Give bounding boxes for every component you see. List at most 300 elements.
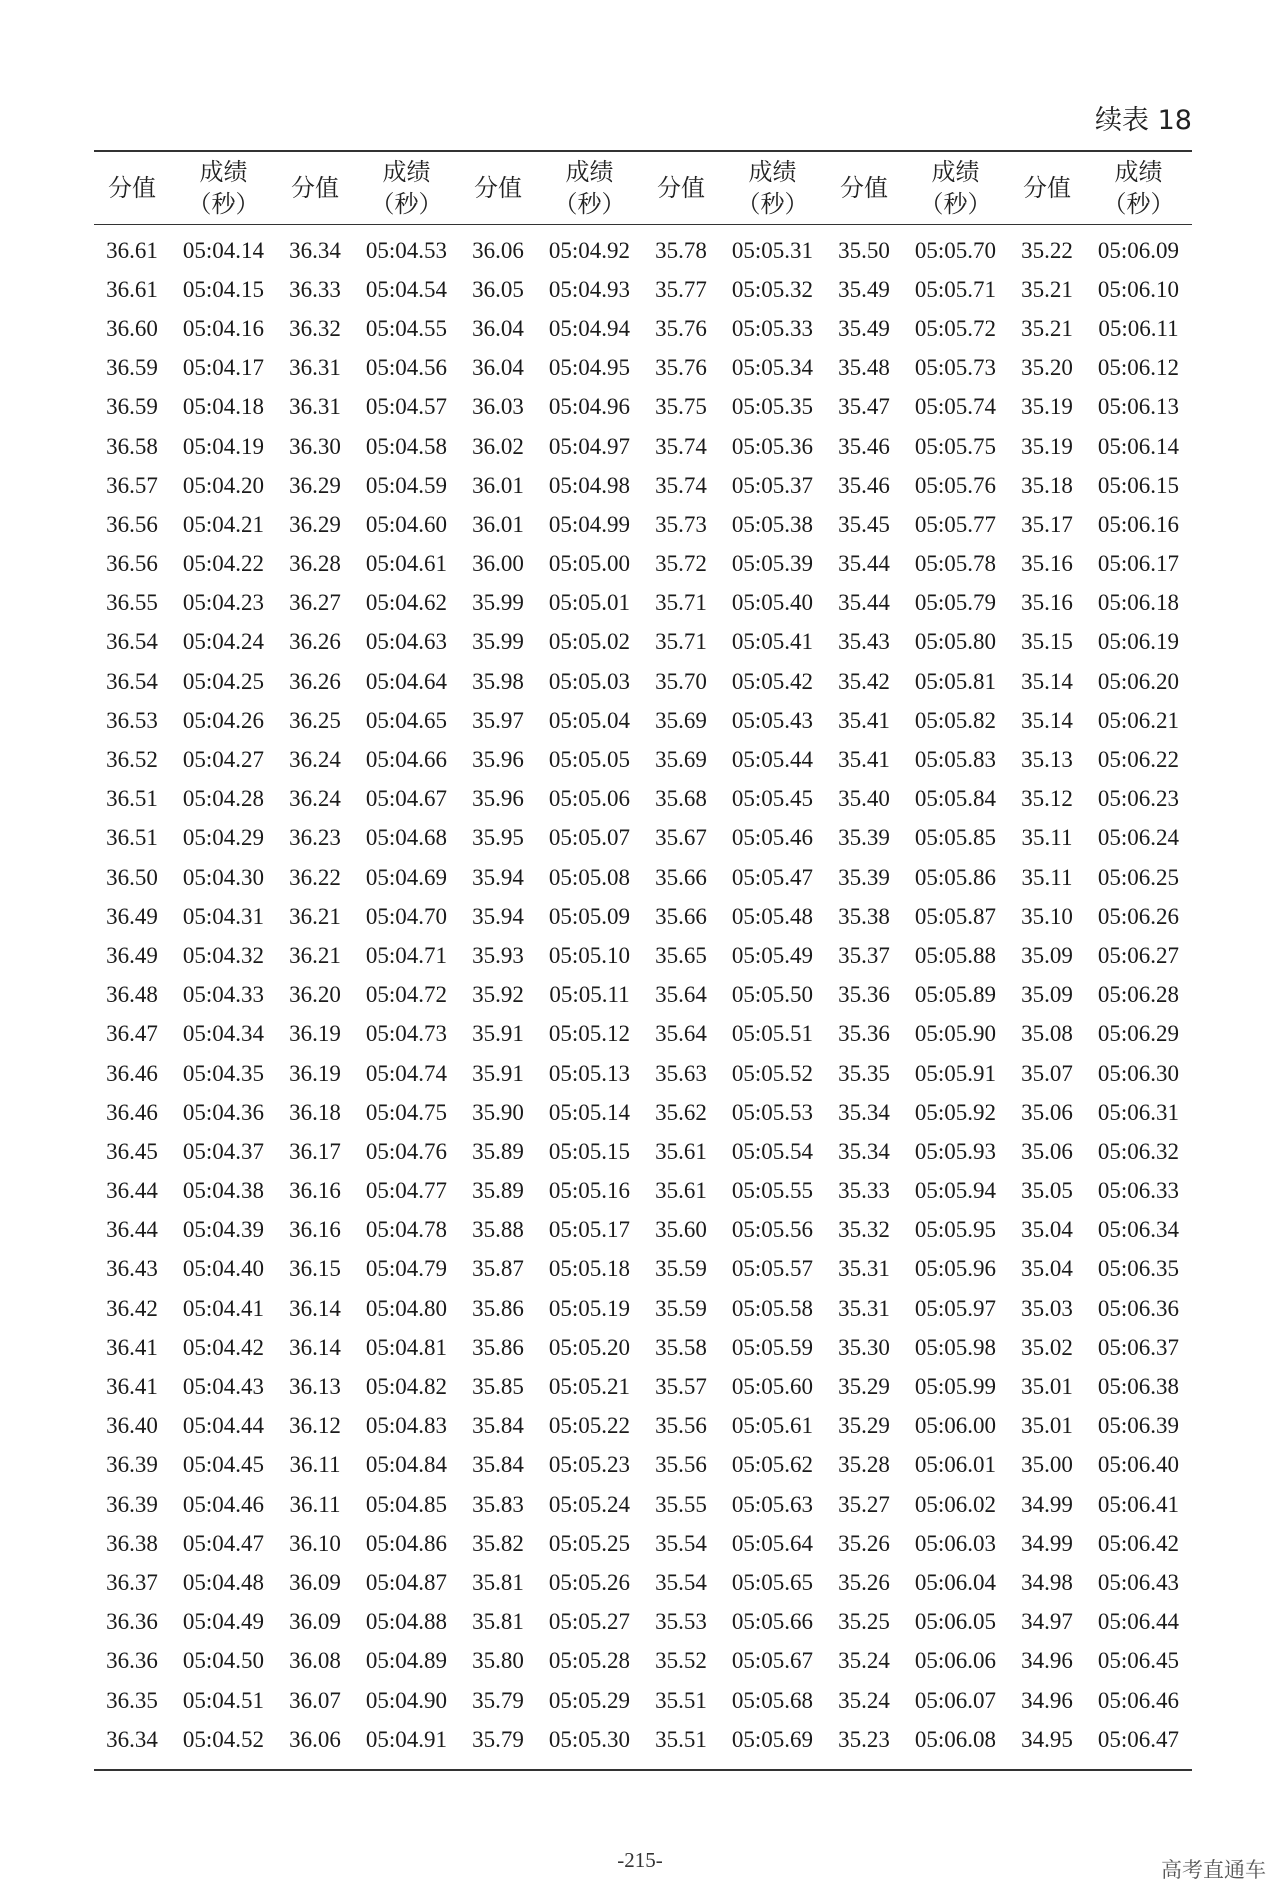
score-cell: 35.56 xyxy=(655,1413,707,1439)
result-cell: 05:06.46 xyxy=(1097,1687,1180,1713)
score-cell: 36.44 xyxy=(106,1217,158,1243)
result-cell: 05:05.01 xyxy=(548,590,631,616)
result-cell: 05:06.42 xyxy=(1097,1530,1180,1556)
score-cell: 36.55 xyxy=(106,590,158,616)
result-cell: 05:04.98 xyxy=(548,472,631,498)
result-cell: 05:05.09 xyxy=(548,903,631,929)
result-cell: 05:05.56 xyxy=(731,1217,814,1243)
score-cell: 35.68 xyxy=(655,786,707,812)
score-cell: 35.81 xyxy=(472,1569,524,1595)
score-cell: 36.11 xyxy=(289,1491,341,1517)
header-result-unit: （秒） xyxy=(553,190,626,218)
result-cell: 05:04.92 xyxy=(548,237,631,263)
result-cell: 05:05.93 xyxy=(914,1138,997,1164)
score-cell: 36.16 xyxy=(289,1217,341,1243)
result-cell: 05:04.84 xyxy=(365,1452,448,1478)
result-cell: 05:05.35 xyxy=(731,394,814,420)
result-cell: 05:04.53 xyxy=(365,237,448,263)
result-cell: 05:04.79 xyxy=(365,1256,448,1282)
result-cell: 05:05.29 xyxy=(548,1687,631,1713)
table-row xyxy=(94,1132,1192,1171)
result-cell: 05:06.35 xyxy=(1097,1256,1180,1282)
result-cell: 05:05.38 xyxy=(731,511,814,537)
result-cell: 05:04.87 xyxy=(365,1569,448,1595)
result-cell: 05:04.35 xyxy=(182,1060,265,1086)
result-cell: 05:05.17 xyxy=(548,1217,631,1243)
table-row xyxy=(94,701,1192,740)
table-row xyxy=(94,584,1192,623)
result-cell: 05:05.97 xyxy=(914,1295,997,1321)
result-cell: 05:06.15 xyxy=(1097,472,1180,498)
result-cell: 05:05.77 xyxy=(914,511,997,537)
table-row xyxy=(94,225,1192,271)
result-cell: 05:04.25 xyxy=(182,668,265,694)
table-row xyxy=(94,1563,1192,1602)
result-cell: 05:04.81 xyxy=(365,1334,448,1360)
score-cell: 35.64 xyxy=(655,982,707,1008)
result-cell: 05:05.20 xyxy=(548,1334,631,1360)
result-cell: 05:04.33 xyxy=(182,982,265,1008)
score-cell: 36.06 xyxy=(472,237,524,263)
result-cell: 05:04.23 xyxy=(182,590,265,616)
result-cell: 05:05.87 xyxy=(914,903,997,929)
result-cell: 05:05.72 xyxy=(914,315,997,341)
result-cell: 05:04.99 xyxy=(548,511,631,537)
result-cell: 05:05.58 xyxy=(731,1295,814,1321)
score-cell: 34.99 xyxy=(1021,1530,1073,1556)
result-cell: 05:05.82 xyxy=(914,707,997,733)
score-cell: 35.90 xyxy=(472,1099,524,1125)
result-cell: 05:05.14 xyxy=(548,1099,631,1125)
result-cell: 05:04.19 xyxy=(182,433,265,459)
result-cell: 05:06.10 xyxy=(1097,276,1180,302)
header-result-label: 成绩 xyxy=(1114,158,1163,186)
table-row xyxy=(94,1485,1192,1524)
score-cell: 35.41 xyxy=(838,707,890,733)
table-row xyxy=(94,1603,1192,1642)
header-result-unit: （秒） xyxy=(736,190,809,218)
header-score: 分值 xyxy=(826,152,902,225)
result-cell: 05:06.21 xyxy=(1097,707,1180,733)
result-cell: 05:04.85 xyxy=(365,1491,448,1517)
result-cell: 05:06.20 xyxy=(1097,668,1180,694)
score-cell: 35.01 xyxy=(1021,1374,1073,1400)
score-cell: 35.73 xyxy=(655,511,707,537)
result-cell: 05:06.23 xyxy=(1097,786,1180,812)
result-cell: 05:04.96 xyxy=(548,394,631,420)
result-cell: 05:05.95 xyxy=(914,1217,997,1243)
result-cell: 05:04.32 xyxy=(182,942,265,968)
score-cell: 35.96 xyxy=(472,786,524,812)
score-cell: 34.96 xyxy=(1021,1648,1073,1674)
result-cell: 05:04.74 xyxy=(365,1060,448,1086)
score-cell: 36.03 xyxy=(472,394,524,420)
score-cell: 35.06 xyxy=(1021,1138,1073,1164)
score-cell: 36.49 xyxy=(106,903,158,929)
result-cell: 05:05.44 xyxy=(731,747,814,773)
score-cell: 36.04 xyxy=(472,355,524,381)
result-cell: 05:04.31 xyxy=(182,903,265,929)
score-cell: 36.27 xyxy=(289,590,341,616)
result-cell: 05:04.97 xyxy=(548,433,631,459)
result-cell: 05:05.32 xyxy=(731,276,814,302)
score-cell: 35.60 xyxy=(655,1217,707,1243)
result-cell: 05:04.73 xyxy=(365,1021,448,1047)
score-cell: 36.41 xyxy=(106,1334,158,1360)
result-cell: 05:06.11 xyxy=(1098,315,1179,341)
score-cell: 35.44 xyxy=(838,551,890,577)
score-cell: 35.11 xyxy=(1021,864,1073,890)
result-cell: 05:05.88 xyxy=(914,942,997,968)
table-row xyxy=(94,1642,1192,1681)
result-cell: 05:04.68 xyxy=(365,825,448,851)
result-cell: 05:05.16 xyxy=(548,1178,631,1204)
result-cell: 05:05.13 xyxy=(548,1060,631,1086)
score-cell: 36.56 xyxy=(106,551,158,577)
table-row xyxy=(94,1524,1192,1563)
score-cell: 35.77 xyxy=(655,276,707,302)
result-cell: 05:05.36 xyxy=(731,433,814,459)
result-cell: 05:04.15 xyxy=(182,276,265,302)
result-cell: 05:06.44 xyxy=(1097,1609,1180,1635)
score-cell: 35.91 xyxy=(472,1060,524,1086)
result-cell: 05:05.81 xyxy=(914,668,997,694)
score-cell: 35.34 xyxy=(838,1138,890,1164)
result-cell: 05:05.48 xyxy=(731,903,814,929)
score-cell: 35.36 xyxy=(838,982,890,1008)
score-cell: 35.08 xyxy=(1021,1021,1073,1047)
result-cell: 05:04.47 xyxy=(182,1530,265,1556)
table-row xyxy=(94,936,1192,975)
result-cell: 05:04.65 xyxy=(365,707,448,733)
score-cell: 35.86 xyxy=(472,1295,524,1321)
table-row xyxy=(94,466,1192,505)
score-cell: 36.24 xyxy=(289,747,341,773)
result-cell: 05:05.06 xyxy=(548,786,631,812)
result-cell: 05:05.66 xyxy=(731,1609,814,1635)
result-cell: 05:04.43 xyxy=(182,1374,265,1400)
header-result xyxy=(536,152,643,225)
result-cell: 05:05.59 xyxy=(731,1334,814,1360)
score-cell: 35.16 xyxy=(1021,551,1073,577)
score-cell: 36.35 xyxy=(106,1687,158,1713)
header-score: 分值 xyxy=(460,152,536,225)
result-cell: 05:05.55 xyxy=(731,1178,814,1204)
result-cell: 05:05.73 xyxy=(914,355,997,381)
result-cell: 05:06.01 xyxy=(914,1452,997,1478)
result-cell: 05:05.64 xyxy=(731,1530,814,1556)
table-caption: 续表 18 xyxy=(1095,105,1192,136)
table-body xyxy=(94,225,1192,1770)
score-cell: 36.05 xyxy=(472,276,524,302)
score-cell: 35.58 xyxy=(655,1334,707,1360)
score-cell: 35.92 xyxy=(472,982,524,1008)
result-cell: 05:04.83 xyxy=(365,1413,448,1439)
table-row xyxy=(94,780,1192,819)
result-cell: 05:05.18 xyxy=(548,1256,631,1282)
score-cell: 35.54 xyxy=(655,1530,707,1556)
score-cell: 36.21 xyxy=(289,942,341,968)
result-cell: 05:05.86 xyxy=(914,864,997,890)
result-cell: 05:04.18 xyxy=(182,394,265,420)
score-cell: 36.01 xyxy=(472,511,524,537)
result-cell: 05:05.96 xyxy=(914,1256,997,1282)
score-cell: 35.14 xyxy=(1021,707,1073,733)
score-cell: 35.63 xyxy=(655,1060,707,1086)
score-cell: 36.30 xyxy=(289,433,341,459)
score-cell: 36.39 xyxy=(106,1491,158,1517)
result-cell: 05:06.18 xyxy=(1097,590,1180,616)
header-score: 分值 xyxy=(643,152,719,225)
score-cell: 35.50 xyxy=(838,237,890,263)
result-cell: 05:04.71 xyxy=(365,942,448,968)
score-cell: 35.19 xyxy=(1021,394,1073,420)
score-cell: 35.89 xyxy=(472,1138,524,1164)
result-cell: 05:04.36 xyxy=(182,1099,265,1125)
result-cell: 05:05.31 xyxy=(731,237,814,263)
score-cell: 36.19 xyxy=(289,1060,341,1086)
score-cell: 35.49 xyxy=(838,276,890,302)
score-cell: 36.20 xyxy=(289,982,341,1008)
score-cell: 34.99 xyxy=(1021,1491,1073,1517)
score-cell: 35.80 xyxy=(472,1648,524,1674)
table-row xyxy=(94,270,1192,309)
result-cell: 05:06.02 xyxy=(914,1491,997,1517)
score-cell: 35.82 xyxy=(472,1530,524,1556)
result-cell: 05:05.21 xyxy=(548,1374,631,1400)
result-cell: 05:05.00 xyxy=(548,551,631,577)
score-cell: 35.32 xyxy=(838,1217,890,1243)
score-cell: 35.69 xyxy=(655,747,707,773)
result-cell: 05:05.62 xyxy=(731,1452,814,1478)
result-cell: 05:04.14 xyxy=(182,237,265,263)
score-cell: 36.60 xyxy=(106,315,158,341)
score-cell: 35.30 xyxy=(838,1334,890,1360)
result-cell: 05:05.23 xyxy=(548,1452,631,1478)
score-cell: 35.23 xyxy=(838,1726,890,1752)
result-cell: 05:04.26 xyxy=(182,707,265,733)
result-cell: 05:05.25 xyxy=(548,1530,631,1556)
table-row xyxy=(94,1093,1192,1132)
result-cell: 05:05.10 xyxy=(548,942,631,968)
score-cell: 35.24 xyxy=(838,1687,890,1713)
result-cell: 05:04.88 xyxy=(365,1609,448,1635)
result-cell: 05:06.12 xyxy=(1097,355,1180,381)
page-number: -215- xyxy=(617,1848,663,1872)
score-cell: 36.39 xyxy=(106,1452,158,1478)
header-result-label: 成绩 xyxy=(931,158,980,186)
score-cell: 36.19 xyxy=(289,1021,341,1047)
score-cell: 35.88 xyxy=(472,1217,524,1243)
score-cell: 35.44 xyxy=(838,590,890,616)
result-cell: 05:04.63 xyxy=(365,629,448,655)
score-cell: 35.78 xyxy=(655,237,707,263)
result-cell: 05:04.58 xyxy=(365,433,448,459)
result-cell: 05:06.05 xyxy=(914,1609,997,1635)
score-cell: 35.86 xyxy=(472,1334,524,1360)
result-cell: 05:05.69 xyxy=(731,1726,814,1752)
score-cell: 35.00 xyxy=(1021,1452,1073,1478)
result-cell: 05:04.77 xyxy=(365,1178,448,1204)
score-cell: 35.93 xyxy=(472,942,524,968)
header-score: 分值 xyxy=(277,152,353,225)
result-cell: 05:05.04 xyxy=(548,707,631,733)
score-cell: 36.46 xyxy=(106,1060,158,1086)
result-cell: 05:06.16 xyxy=(1097,511,1180,537)
table-row xyxy=(94,1367,1192,1406)
result-cell: 05:06.43 xyxy=(1097,1569,1180,1595)
score-cell: 35.52 xyxy=(655,1648,707,1674)
result-cell: 05:04.61 xyxy=(365,551,448,577)
result-cell: 05:06.06 xyxy=(914,1648,997,1674)
header-result-label: 成绩 xyxy=(199,158,248,186)
score-cell: 35.01 xyxy=(1021,1413,1073,1439)
result-cell: 05:05.03 xyxy=(548,668,631,694)
result-cell: 05:05.54 xyxy=(731,1138,814,1164)
score-cell: 35.79 xyxy=(472,1687,524,1713)
score-cell: 36.51 xyxy=(106,825,158,851)
result-cell: 05:04.29 xyxy=(182,825,265,851)
score-cell: 35.72 xyxy=(655,551,707,577)
score-cell: 35.09 xyxy=(1021,982,1073,1008)
score-cell: 35.79 xyxy=(472,1726,524,1752)
result-cell: 05:04.82 xyxy=(365,1374,448,1400)
table-row xyxy=(94,740,1192,779)
result-cell: 05:04.40 xyxy=(182,1256,265,1282)
score-cell: 36.09 xyxy=(289,1609,341,1635)
result-cell: 05:05.30 xyxy=(548,1726,631,1752)
result-cell: 05:05.28 xyxy=(548,1648,631,1674)
score-cell: 36.40 xyxy=(106,1413,158,1439)
result-cell: 05:06.47 xyxy=(1097,1726,1180,1752)
score-cell: 35.27 xyxy=(838,1491,890,1517)
score-cell: 36.07 xyxy=(289,1687,341,1713)
result-cell: 05:04.34 xyxy=(182,1021,265,1047)
result-cell: 05:04.90 xyxy=(365,1687,448,1713)
score-cell: 35.34 xyxy=(838,1099,890,1125)
table-row xyxy=(94,897,1192,936)
result-cell: 05:05.45 xyxy=(731,786,814,812)
score-cell: 35.89 xyxy=(472,1178,524,1204)
score-cell: 35.37 xyxy=(838,942,890,968)
score-cell: 35.94 xyxy=(472,864,524,890)
result-cell: 05:05.07 xyxy=(548,825,631,851)
score-cell: 36.32 xyxy=(289,315,341,341)
result-cell: 05:05.43 xyxy=(731,707,814,733)
result-cell: 05:05.99 xyxy=(914,1374,997,1400)
score-cell: 36.21 xyxy=(289,903,341,929)
watermark: 高考直通车 xyxy=(1161,1858,1266,1882)
score-cell: 35.66 xyxy=(655,903,707,929)
header-result-unit: （秒） xyxy=(919,190,992,218)
result-cell: 05:04.66 xyxy=(365,747,448,773)
score-cell: 35.09 xyxy=(1021,942,1073,968)
score-cell: 36.26 xyxy=(289,668,341,694)
score-cell: 35.59 xyxy=(655,1295,707,1321)
score-cell: 35.96 xyxy=(472,747,524,773)
result-cell: 05:04.38 xyxy=(182,1178,265,1204)
table-row xyxy=(94,1720,1192,1769)
score-cell: 36.23 xyxy=(289,825,341,851)
result-cell: 05:06.04 xyxy=(914,1569,997,1595)
score-cell: 35.26 xyxy=(838,1530,890,1556)
header-score: 分值 xyxy=(1009,152,1085,225)
score-cell: 35.38 xyxy=(838,903,890,929)
score-cell: 34.97 xyxy=(1021,1609,1073,1635)
score-cell: 35.21 xyxy=(1021,276,1073,302)
result-cell: 05:05.39 xyxy=(731,551,814,577)
result-cell: 05:05.94 xyxy=(914,1178,997,1204)
result-cell: 05:05.91 xyxy=(914,1060,997,1086)
score-cell: 36.48 xyxy=(106,982,158,1008)
score-cell: 36.26 xyxy=(289,629,341,655)
result-cell: 05:06.31 xyxy=(1097,1099,1180,1125)
score-cell: 36.25 xyxy=(289,707,341,733)
score-cell: 35.03 xyxy=(1021,1295,1073,1321)
result-cell: 05:05.53 xyxy=(731,1099,814,1125)
score-cell: 35.39 xyxy=(838,864,890,890)
result-cell: 05:04.42 xyxy=(182,1334,265,1360)
result-cell: 05:06.34 xyxy=(1097,1217,1180,1243)
result-cell: 05:06.38 xyxy=(1097,1374,1180,1400)
score-cell: 36.59 xyxy=(106,355,158,381)
score-cell: 35.54 xyxy=(655,1569,707,1595)
score-cell: 35.42 xyxy=(838,668,890,694)
score-cell: 35.76 xyxy=(655,315,707,341)
table-row xyxy=(94,309,1192,348)
result-cell: 05:06.14 xyxy=(1097,433,1180,459)
result-cell: 05:06.26 xyxy=(1097,903,1180,929)
table-row xyxy=(94,1328,1192,1367)
result-cell: 05:04.44 xyxy=(182,1413,265,1439)
score-cell: 36.24 xyxy=(289,786,341,812)
score-cell: 35.83 xyxy=(472,1491,524,1517)
result-cell: 05:05.50 xyxy=(731,982,814,1008)
score-cell: 35.95 xyxy=(472,825,524,851)
score-cell: 36.04 xyxy=(472,315,524,341)
result-cell: 05:05.40 xyxy=(731,590,814,616)
result-cell: 05:06.17 xyxy=(1097,551,1180,577)
score-cell: 35.35 xyxy=(838,1060,890,1086)
result-cell: 05:05.34 xyxy=(731,355,814,381)
score-cell: 36.49 xyxy=(106,942,158,968)
result-cell: 05:05.67 xyxy=(731,1648,814,1674)
score-cell: 36.57 xyxy=(106,472,158,498)
result-cell: 05:04.30 xyxy=(182,864,265,890)
result-cell: 05:06.30 xyxy=(1097,1060,1180,1086)
score-cell: 35.71 xyxy=(655,629,707,655)
result-cell: 05:06.28 xyxy=(1097,982,1180,1008)
header-result-unit: （秒） xyxy=(1102,190,1175,218)
score-cell: 35.12 xyxy=(1021,786,1073,812)
result-cell: 05:04.93 xyxy=(548,276,631,302)
result-cell: 05:04.17 xyxy=(182,355,265,381)
score-cell: 35.40 xyxy=(838,786,890,812)
table-row xyxy=(94,1211,1192,1250)
result-cell: 05:04.95 xyxy=(548,355,631,381)
score-cell: 36.38 xyxy=(106,1530,158,1556)
header-result-label: 成绩 xyxy=(565,158,614,186)
score-cell: 35.29 xyxy=(838,1413,890,1439)
result-cell: 05:05.79 xyxy=(914,590,997,616)
result-cell: 05:05.83 xyxy=(914,747,997,773)
result-cell: 05:04.89 xyxy=(365,1648,448,1674)
score-cell: 36.51 xyxy=(106,786,158,812)
score-cell: 35.11 xyxy=(1021,825,1073,851)
score-cell: 36.37 xyxy=(106,1569,158,1595)
table-row xyxy=(94,858,1192,897)
result-cell: 05:06.03 xyxy=(914,1530,997,1556)
